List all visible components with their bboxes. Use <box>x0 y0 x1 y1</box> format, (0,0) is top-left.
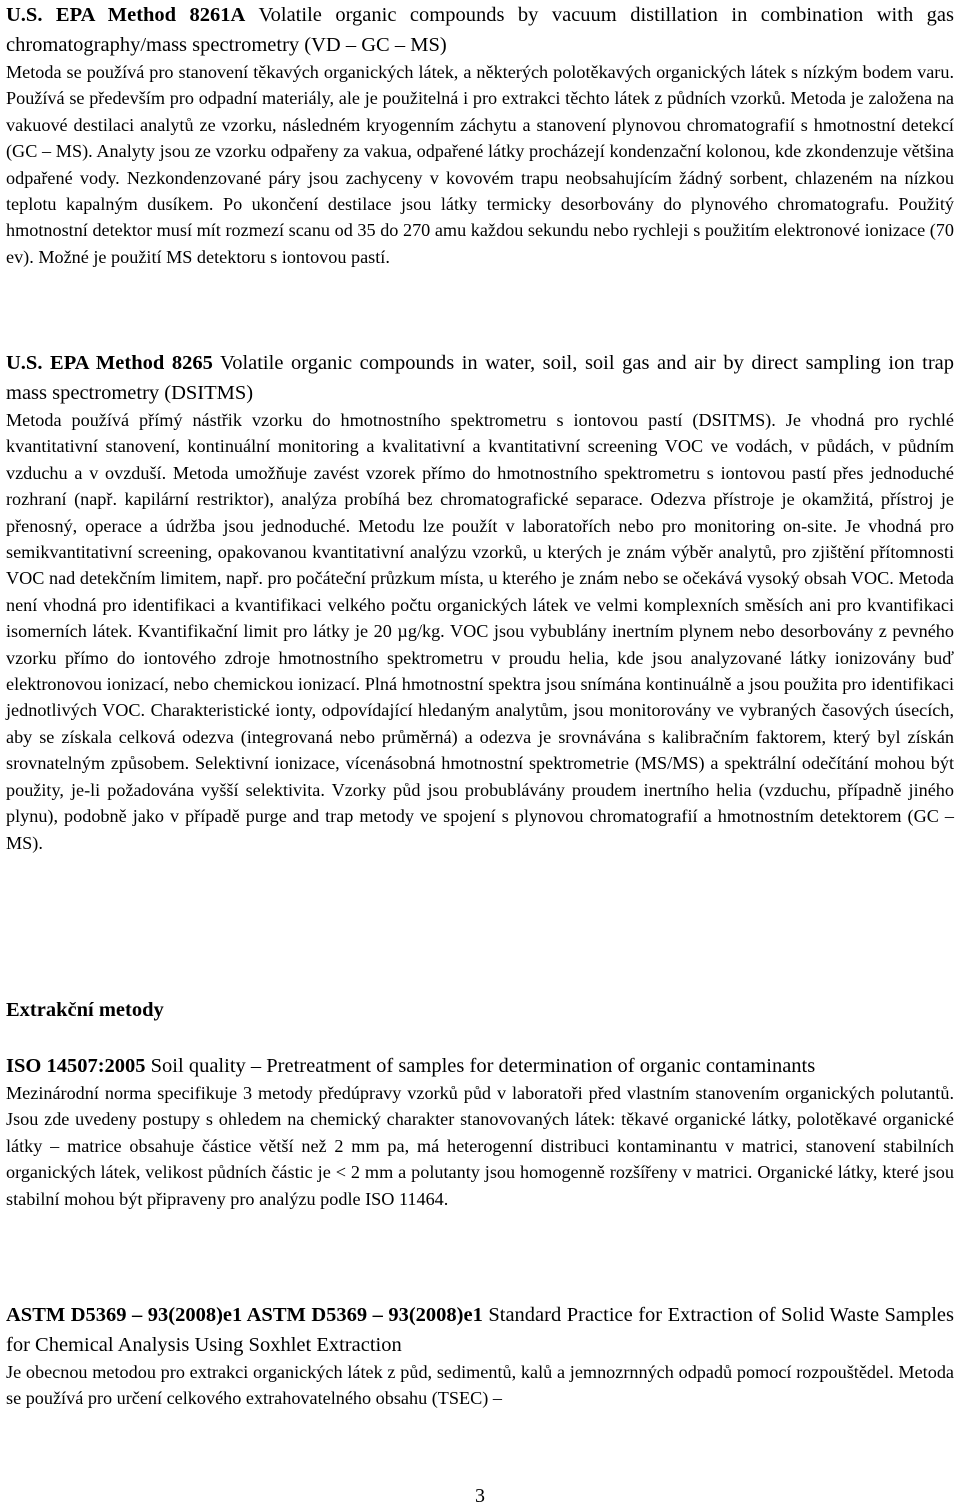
extraction-methods-title: Extrakční metody <box>6 999 164 1021</box>
method-code: ASTM D5369 – 93(2008)e1 ASTM D5369 – 93(2008)e1 <box>6 1304 483 1326</box>
method-title: Volatile organic compounds in water, soil, soil gas and air by direct sampling ion trap mass spectrometry (DSITMS) <box>6 352 954 404</box>
section-astm-d5369 <box>6 1300 954 1412</box>
method-code: U.S. EPA Method 8265 <box>6 352 213 374</box>
section-heading <box>6 0 954 60</box>
method-code: U.S. EPA Method 8261A <box>6 4 246 26</box>
section-iso-14507 <box>6 1051 954 1212</box>
page-number: 3 <box>475 1485 485 1507</box>
section-heading <box>6 1300 954 1360</box>
section-heading <box>6 1051 954 1081</box>
section-body: Metoda používá přímý nástřik vzorku do hmotnostního spektrometru s iontovou pastí (DSITMS). Je vhodná pro rychlé kvantitativní stanovení, kontinuální monitoring a kvalitativní a kvantitativní screening VOC ve vodách, v půdách, v půdním vzduchu a v ovzduší. Metoda umožňuje zavést vzorek přímo do hmotnostního spektrometru s iontovou pastí přes jednoduché rozhraní (např. kapilární restriktor), analýza probíhá bez chromatografické separace. Odezva přístroje je okamžitá, přístroj je přenosný, operace a údržba jsou jednoduché. Metodu lze použít v laboratořích nebo pro monitoring on-site. Je vhodná pro semikvantitativní screening, opakovanou kvantitativní analýzu vzorků, u kterých je znám výběr analytů, pro zjištění přítomnosti VOC nad detekčním limitem, např. pro počáteční průzkum místa, u kterého je znám nebo se očekává vysoký obsah VOC. Metoda není vhodná pro identifikaci a kvantifikaci velkého počtu organických látek ve velmi komplexních směsích ani pro kvantifikaci isomerních látek. Kvantifikační limit pro látky je 20 µg/kg. VOC jsou vybublány inertním plynem nebo desorbovány z pevného vzorku přímo do iontového zdroje hmotnostního spektrometru v proudu helia, kde jsou analyzované látky ionizovány buď elektronovou ionizací, nebo chemickou ionizací. Plná hmotnostní spektra jsou snímána kontinuálně a jsou použita pro identifikaci jednotlivých VOC. Charakteristické ionty, odpovídající hledaným analytům, jsou monitorovány ve vybraných časových úsecích, aby se získala celková odezva (integrovaná nebo průměrná) a odezva je srovnávána s kalibračním faktorem, který byl získán srovnatelným způsobem. Selektivní ionizace, vícenásobná hmotnostní spektrometrie (MS/MS) a spektrální odečítání mohou být použity, je-li požadována vyšší selektivita. Vzorky půd jsou probublávány proudem inertního helia (vzduchu, případně jiného plynu), podobně jako v případě purge and trap metody ve spojení s plynovou chromatografií a hmotnostním detektorem (GC – MS). <box>6 410 954 853</box>
section-epa-8265 <box>6 348 954 856</box>
method-title: Volatile organic compounds by vacuum distillation in combination with gas chromatography/mass spectrometry (VD – GC – MS) <box>6 4 954 56</box>
section-epa-8261a <box>6 0 954 270</box>
section-body: Mezinárodní norma specifikuje 3 metody předúpravy vzorků půd v laboratoři před vlastním stanovením organických polutantů. Jsou zde uvedeny postupy s ohledem na chemický charakter stanovovaných látek: těkavé organické látky, polotěkavé organické látky – matrice obsahuje částice větší než 2 mm pa, má heterogenní distribuci kontaminantu v matrici, stanovení stabilních organických látek, velikost půdních částic je < 2 mm a polutanty jsou homogenně rozšířeny v matrici. Organické látky, které jsou stabilní mohou být připraveny pro analýzu podle ISO 11464. <box>6 1083 954 1209</box>
section-heading <box>6 348 954 408</box>
method-code: ISO 14507:2005 <box>6 1055 146 1077</box>
method-title: Standard Practice for Extraction of Solid Waste Samples for Chemical Analysis Using Soxhlet Extraction <box>6 1304 954 1356</box>
section-body: Metoda se používá pro stanovení těkavých organických látek, a některých polotěkavých organických látek s nízkým bodem varu. Používá se především pro odpadní materiály, ale je použitelná i pro extrakci těchto látek z půdních vzorků. Metoda je založena na vakuové destilaci analytů ze vzorku, následném kryogenním záchytu a stanovení plynovou chromatografií s hmotnostní detekcí (GC – MS). Analyty jsou ze vzorku odpařeny za vakua, odpařené látky procházejí kondenzační kolonou, kde zkondenzuje většina odpařené vody. Nezkondenzované páry jsou zachyceny v kovovém trapu neobsahujícím žádný sorbent, chlazeném na nízkou teplotu kapalným dusíkem. Po ukončení destilace jsou látky termicky desorbovány do plynového chromatografu. Použitý hmotnostní detektor musí mít rozmezí scanu od 35 do 270 amu každou sekundu nebo rychleji s použitím elektronové ionizace (70 ev). Možné je použití MS detektoru s iontovou pastí. <box>6 62 954 267</box>
section-body: Je obecnou metodou pro extrakci organických látek z půd, sedimentů, kalů a jemnozrnných odpadů pomocí rozpouštědel. Metoda se používá pro určení celkového extrahovatelného obsahu (TSEC) – <box>6 1362 954 1409</box>
method-title: Soil quality – Pretreatment of samples for determination of organic contaminants <box>150 1055 816 1077</box>
